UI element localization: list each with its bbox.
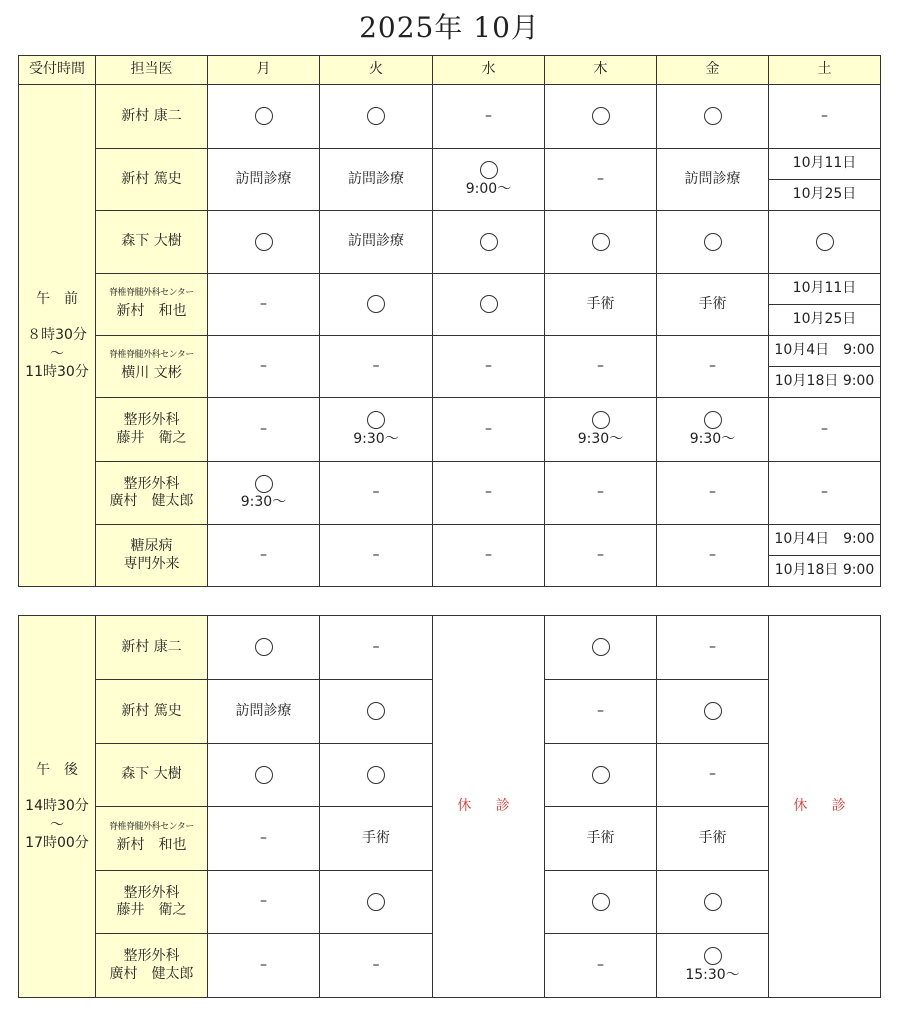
doctor-cell — [96, 934, 208, 998]
available-mark — [657, 871, 769, 934]
department-label: 脊椎脊髄外科センター — [109, 822, 194, 833]
available-mark — [657, 398, 769, 462]
unavailable-mark: – — [769, 462, 881, 525]
morning-time-end: 11時30分 — [25, 363, 89, 380]
surgery-cell: 手術 — [545, 274, 657, 336]
unavailable-mark: – — [657, 616, 769, 680]
unavailable-mark: – — [320, 934, 433, 998]
surgery-cell: 手術 — [657, 274, 769, 336]
start-time: 9:30～ — [689, 430, 736, 447]
doctor-name: 新村 和也 — [116, 837, 187, 854]
department-label: 整形外科 — [123, 475, 180, 492]
afternoon-time-cell — [19, 616, 96, 998]
available-mark — [657, 934, 769, 998]
saturday-date: 10月4日 9:00 — [769, 336, 881, 367]
home-visit-cell: 訪問診療 — [208, 149, 320, 211]
header-thu: 木 — [545, 56, 657, 85]
table-row — [19, 462, 881, 525]
doctor-name: 森下 大樹 — [96, 211, 208, 274]
unavailable-mark: – — [545, 462, 657, 525]
department-label: 整形外科 — [123, 948, 180, 964]
start-time: 15:30～ — [685, 966, 740, 983]
morning-label: 午 前 — [36, 291, 78, 308]
doctor-name: 廣村 健太郎 — [109, 493, 194, 509]
available-mark — [320, 85, 433, 149]
available-mark — [208, 462, 320, 525]
start-time: 9:30～ — [577, 430, 624, 447]
available-mark — [208, 211, 320, 274]
doctor-name: 専門外来 — [123, 555, 180, 572]
header-mon: 月 — [208, 56, 320, 85]
table-row — [19, 616, 881, 680]
table-row — [19, 336, 881, 367]
start-time: 9:30～ — [240, 494, 287, 510]
available-mark — [657, 85, 769, 149]
doctor-cell — [96, 525, 208, 587]
doctor-name: 新村 康二 — [96, 616, 208, 680]
doctor-cell — [96, 274, 208, 336]
start-time: 9:00～ — [465, 180, 512, 197]
unavailable-mark: – — [545, 680, 657, 744]
unavailable-mark: – — [433, 525, 545, 587]
available-mark — [545, 616, 657, 680]
header-wed: 水 — [433, 56, 545, 85]
doctor-name: 藤井 衛之 — [116, 902, 187, 918]
unavailable-mark: – — [320, 336, 433, 398]
unavailable-mark: – — [208, 336, 320, 398]
available-mark — [545, 871, 657, 934]
table-row — [19, 398, 881, 462]
saturday-date: 10月18日 9:00 — [769, 367, 881, 398]
unavailable-mark: – — [320, 525, 433, 587]
available-mark — [320, 680, 433, 744]
unavailable-mark: – — [208, 871, 320, 934]
doctor-name: 新村 和也 — [116, 303, 187, 320]
available-mark — [433, 274, 545, 336]
doctor-name: 廣村 健太郎 — [109, 965, 194, 982]
department-label: 整形外科 — [123, 884, 180, 901]
available-mark — [208, 744, 320, 807]
doctor-cell — [96, 336, 208, 398]
unavailable-mark: – — [545, 149, 657, 211]
doctor-name: 藤井 衛之 — [116, 429, 187, 446]
available-mark — [320, 398, 433, 462]
afternoon-schedule-table — [18, 615, 881, 998]
doctor-cell — [96, 398, 208, 462]
surgery-cell: 手術 — [657, 807, 769, 871]
doctor-cell — [96, 871, 208, 934]
header-reception-time: 受付時間 — [19, 56, 96, 85]
unavailable-mark: – — [208, 525, 320, 587]
table-row — [19, 85, 881, 149]
unavailable-mark: – — [545, 336, 657, 398]
doctor-name: 森下 大樹 — [96, 744, 208, 807]
header-tue: 火 — [320, 56, 433, 85]
available-mark — [320, 871, 433, 934]
unavailable-mark: – — [433, 336, 545, 398]
unavailable-mark: – — [657, 744, 769, 807]
unavailable-mark: – — [320, 462, 433, 525]
unavailable-mark: – — [545, 934, 657, 998]
doctor-name: 横川 文彬 — [121, 365, 182, 382]
department-label: 糖尿病 — [130, 538, 173, 554]
unavailable-mark: – — [433, 462, 545, 525]
surgery-cell: 手術 — [320, 807, 433, 871]
saturday-date: 10月25日 — [769, 180, 881, 211]
unavailable-mark: – — [320, 616, 433, 680]
available-mark — [433, 149, 545, 211]
header-row — [19, 56, 881, 85]
home-visit-cell: 訪問診療 — [320, 211, 433, 274]
available-mark — [545, 744, 657, 807]
doctor-cell — [96, 807, 208, 871]
surgery-cell: 手術 — [545, 807, 657, 871]
available-mark — [545, 85, 657, 149]
unavailable-mark: – — [208, 274, 320, 336]
saturday-date: 10月11日 — [769, 149, 881, 180]
morning-time-start: ８時30分 — [27, 327, 87, 344]
morning-tilde: ～ — [50, 345, 64, 362]
unavailable-mark: – — [657, 336, 769, 398]
afternoon-label: 午 後 — [36, 762, 78, 779]
saturday-date: 10月4日 9:00 — [769, 525, 881, 556]
unavailable-mark: – — [657, 525, 769, 587]
doctor-name: 新村 篤史 — [96, 149, 208, 211]
available-mark — [657, 211, 769, 274]
header-fri: 金 — [657, 56, 769, 85]
available-mark — [433, 211, 545, 274]
unavailable-mark: – — [208, 807, 320, 871]
unavailable-mark: – — [545, 525, 657, 587]
header-sat: 土 — [769, 56, 881, 85]
unavailable-mark: – — [208, 398, 320, 462]
available-mark — [208, 85, 320, 149]
doctor-name: 新村 篤史 — [96, 680, 208, 744]
home-visit-cell: 訪問診療 — [208, 680, 320, 744]
table-row — [19, 149, 881, 180]
available-mark — [320, 274, 433, 336]
unavailable-mark: – — [208, 934, 320, 998]
saturday-date: 10月11日 — [769, 274, 881, 305]
doctor-name: 新村 康二 — [96, 85, 208, 149]
available-mark — [769, 211, 881, 274]
home-visit-cell: 訪問診療 — [320, 149, 433, 211]
morning-time-cell — [19, 85, 96, 587]
afternoon-tilde: ～ — [50, 816, 64, 833]
unavailable-mark: – — [433, 85, 545, 149]
wednesday-closed: 休 診 — [433, 616, 545, 998]
table-row — [19, 525, 881, 556]
start-time: 9:30～ — [353, 430, 399, 447]
table-row — [19, 274, 881, 305]
department-label: 脊椎脊髄外科センター — [109, 288, 194, 299]
saturday-closed: 休 診 — [769, 616, 881, 998]
afternoon-time-start: 14時30分 — [25, 798, 89, 815]
doctor-cell — [96, 462, 208, 525]
available-mark — [545, 211, 657, 274]
home-visit-cell: 訪問診療 — [657, 149, 769, 211]
department-label: 整形外科 — [123, 412, 180, 428]
unavailable-mark: – — [769, 398, 881, 462]
header-doctor: 担当医 — [96, 56, 208, 85]
morning-schedule-table — [18, 55, 881, 587]
available-mark — [320, 744, 433, 807]
available-mark — [208, 616, 320, 680]
afternoon-time-end: 17時00分 — [25, 834, 89, 851]
department-label: 脊椎脊髄外科センター — [109, 350, 194, 361]
table-row — [19, 211, 881, 274]
available-mark — [545, 398, 657, 462]
unavailable-mark: – — [433, 398, 545, 462]
saturday-date: 10月25日 — [769, 305, 881, 336]
page-title: 2025年 10月 — [359, 11, 540, 44]
available-mark — [657, 680, 769, 744]
unavailable-mark: – — [769, 85, 881, 149]
unavailable-mark: – — [657, 462, 769, 525]
saturday-date: 10月18日 9:00 — [769, 556, 881, 587]
